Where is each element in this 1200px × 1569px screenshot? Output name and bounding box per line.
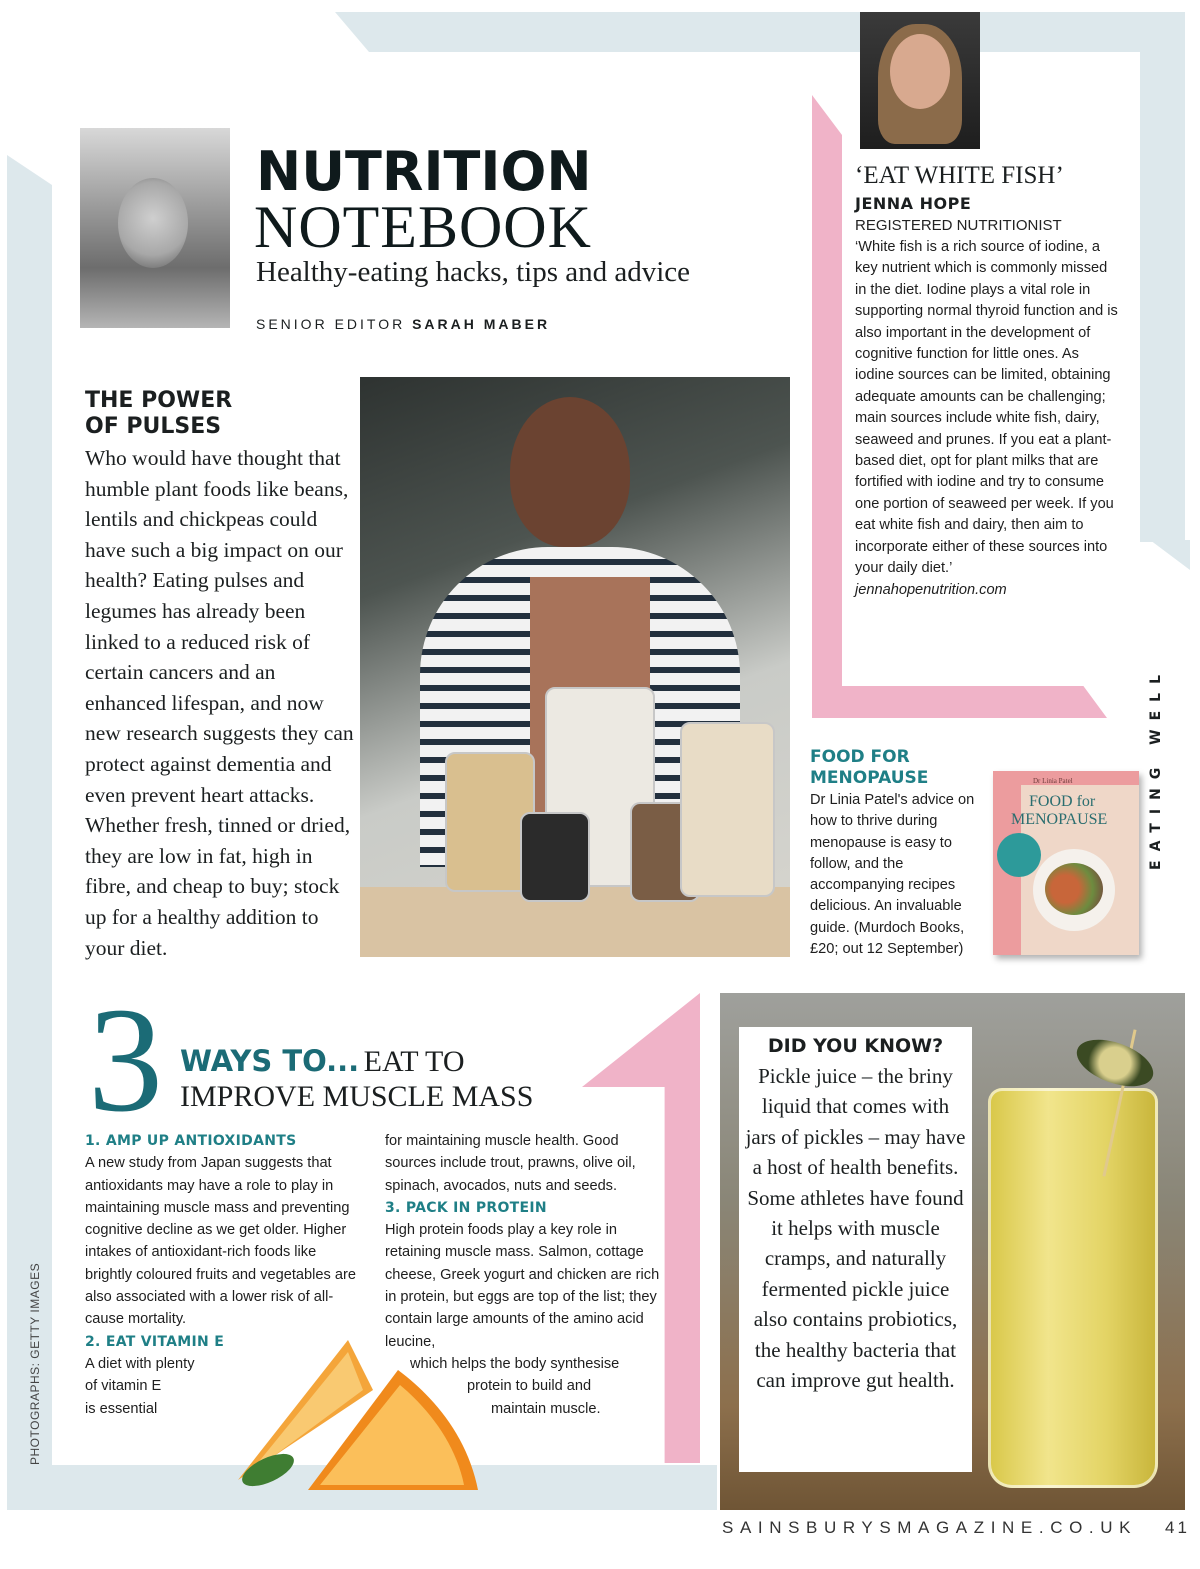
menopause-heading-line2: MENOPAUSE	[810, 768, 929, 788]
byline-name: SARAH MABER	[412, 316, 551, 332]
white-fish-body	[855, 237, 1120, 601]
did-you-know-box	[739, 1027, 972, 1472]
expert-website-link[interactable]: jennahopenutrition.com	[855, 581, 1007, 598]
pulses-heading-line2: OF PULSES	[85, 414, 222, 439]
pulses-body: Who would have thought that humble plant foods like beans, lentils and chickpeas could have such a big impact on our health? Eating pulses and legumes has already been linked to a reduced risk of certain cancers and an enhanced lifespan, and now new research suggests they can protect against dementia and even prevent heart attacks. Whether fresh, tinned or dried, they are low in fat, high in fibre, and cheap to buy; stock up for a healthy addition to your diet.	[85, 446, 354, 960]
ways-heading-line1	[180, 1044, 465, 1079]
tip-2-body-line1: A diet with plenty	[85, 1355, 195, 1372]
byline-role: SENIOR EDITOR	[256, 316, 406, 332]
jenna-hope-photo	[860, 12, 980, 149]
tip-2-body-line3: is essential	[85, 1400, 158, 1417]
pulses-heading-line1: THE POWER	[85, 388, 233, 413]
book-title-line2: MENOPAUSE	[1011, 811, 1108, 828]
frame-decoration-top	[335, 12, 1185, 52]
tip-2-body-cont: for maintaining muscle health. Good sources include trout, prawns, olive oil, spinach, avocados, nuts and seeds.	[385, 1133, 636, 1194]
photo-credit: PHOTOGRAPHS: GETTY IMAGES	[28, 1262, 42, 1465]
frame-decoration-right-corner	[1150, 540, 1190, 570]
pulses-heading	[85, 388, 232, 440]
ways-heading-line2: IMPROVE MUSCLE MASS	[180, 1080, 534, 1113]
page-subtitle: Healthy-eating hacks, tips and advice	[256, 256, 691, 288]
white-fish-text: ‘White fish is a rich source of iodine, a key nutrient which is commonly missed in the diet. Iodine plays a vital role in supporting normal thyroid function and is also important in the development of cognitive function for little ones. As iodine sources can be limited, obtaining adequate amounts can be challenging; main sources include white fish, dairy, seaweed and prunes. If you eat a plant-based diet, opt for plant milks that are fortified with iodine and try to consume one portion of seaweed per week. If you eat white fish and dairy, then aim to incorporate either of these sources into your daily diet.’	[855, 239, 1118, 577]
byline	[256, 316, 550, 332]
did-you-know-title: DID YOU KNOW?	[767, 1035, 944, 1057]
woman-with-pulses-photo	[360, 377, 790, 957]
menopause-body: Dr Linia Patel's advice on how to thrive during menopause is easy to follow, and the accompanying recipes delicious. An invaluable guide. (Murdoch Books, £20; out 12 September)	[810, 792, 975, 958]
menopause-heading-line1: FOOD FOR	[810, 747, 910, 767]
white-fish-quote-title: ‘EAT WHITE FISH’	[855, 162, 1064, 189]
frame-decoration-right	[1140, 12, 1185, 542]
pink-accent-base	[812, 686, 1107, 718]
footer-website[interactable]: SAINSBURYSMAGAZINE.CO.UK	[722, 1518, 1138, 1537]
orange-slices-image	[198, 1330, 488, 1490]
tip-3-body-line-c: maintain muscle.	[491, 1400, 601, 1417]
expert-role: REGISTERED NUTRITIONIST	[855, 217, 1062, 234]
page-title-line1: NUTRITION	[256, 140, 592, 203]
tip-2-body-line2: of vitamin E	[85, 1378, 162, 1395]
tip-3-title: 3. PACK IN PROTEIN	[385, 1199, 547, 1216]
book-title-line1: FOOD for	[1029, 793, 1096, 810]
page-number: 41	[1165, 1518, 1190, 1537]
did-you-know-body: Pickle juice – the briny liquid that comes with jars of pickles – may have a host of health benefits. Some athletes have found it helps with muscle cramps, and naturally fermented pickle juice also contains probiotics, the healthy bacteria that can improve gut health.	[745, 1064, 966, 1393]
tip-3-body: High protein foods play a key role in retaining muscle mass. Salmon, cottage cheese, Greek yogurt and chicken are rich in protein, but eggs are top of the list; they contain large amounts of the amino acid leucine,	[385, 1222, 660, 1350]
book-cover	[993, 771, 1139, 955]
editor-photo	[80, 128, 230, 328]
tip-3-body-line-b: protein to build and	[467, 1378, 592, 1395]
menopause-heading	[810, 747, 928, 789]
ways-heading-serif: EAT TO	[363, 1045, 465, 1078]
tip-1-body: A new study from Japan suggests that antioxidants may have a role to play in maintaining muscle mass and preventing cognitive decline as we get older. Higher intakes of antioxidant-rich foods like brightly coloured fruits and vegetables are also associated with a lower risk of all-cause mortality.	[85, 1155, 356, 1328]
pink-accent-bar	[812, 95, 842, 715]
page-title-line2: NOTEBOOK	[254, 194, 592, 260]
expert-name: JENNA HOPE	[855, 194, 972, 213]
big-number: 3	[88, 977, 163, 1143]
tip-1-title: 1. AMP UP ANTIOXIDANTS	[85, 1133, 297, 1149]
ways-heading-bold: WAYS TO...	[180, 1044, 360, 1078]
tip-2-title: 2. EAT VITAMIN E	[85, 1333, 225, 1350]
book-author: Dr Linia Patel	[1033, 777, 1073, 785]
section-label: EATING WELL	[1148, 666, 1164, 870]
tip-3-body-line-a: which helps the body synthesise	[410, 1355, 620, 1372]
